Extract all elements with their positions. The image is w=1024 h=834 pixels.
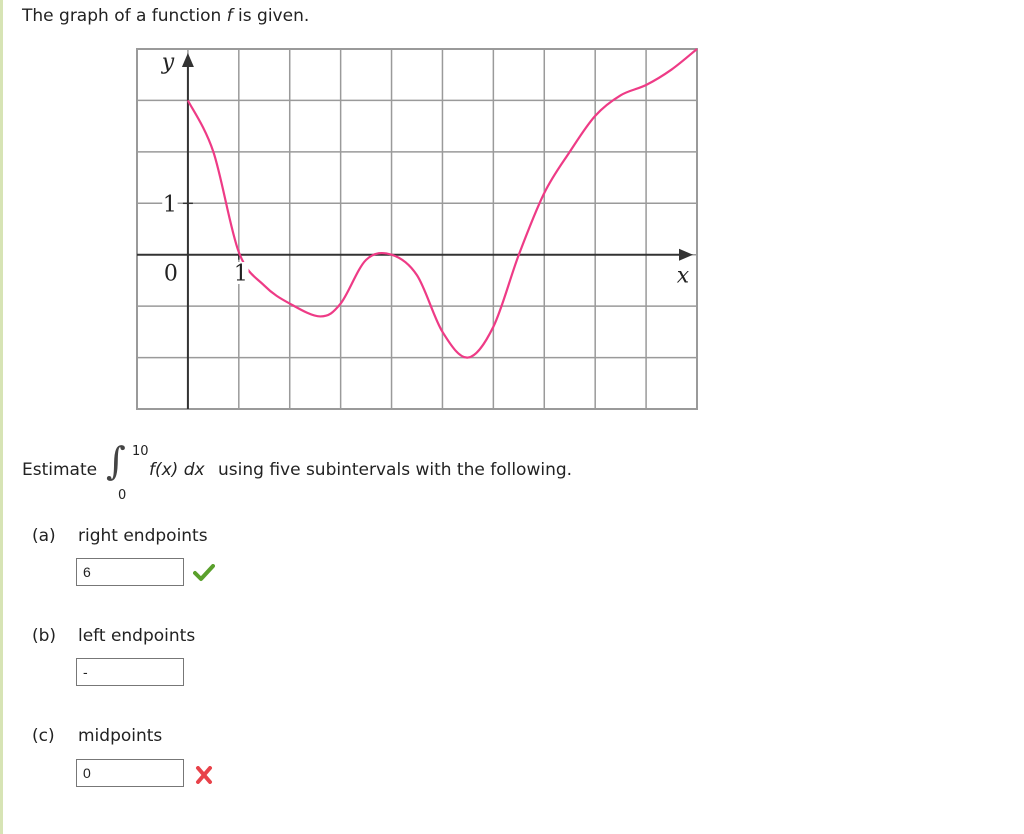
estimate-instruction: using five subintervals with the following. [218,460,573,480]
cross-icon [193,766,215,784]
graph-frame [137,49,697,409]
integral-sign: ∫ [106,439,126,483]
part-c-prompt [32,726,162,746]
part-b-text: left endpoints [78,626,196,646]
estimate-word: Estimate [22,460,98,480]
integral-upper-limit: 10 [132,444,149,459]
x-tick-label: 1 [233,261,248,287]
part-c-label: (c) [32,726,55,746]
intro-text-after: is given. [232,6,310,26]
part-b-answer-input[interactable] [76,658,184,686]
estimate-prompt [22,440,722,504]
x-axis-label: x [676,263,690,289]
left-accent-rule [0,0,3,834]
part-c-text: midpoints [78,726,163,746]
check-icon [193,564,215,582]
intro-text-before: The graph of a function [22,6,227,26]
function-graph [136,48,698,410]
part-b-label: (b) [32,626,57,646]
integral-lower-limit: 0 [118,488,127,503]
y-tick-label: 1 [162,192,177,218]
part-a-prompt [32,526,208,546]
part-a-label: (a) [32,526,56,546]
question-intro [22,6,309,26]
part-a-answer-input[interactable] [76,558,184,586]
integrand: f(x) dx [149,460,205,480]
part-a-text: right endpoints [78,526,208,546]
origin-tick-label: 0 [163,261,178,287]
part-c-answer-input[interactable] [76,759,184,787]
y-axis-label: y [161,50,175,75]
intro-function-name: f [226,6,233,26]
part-b-prompt [32,626,195,646]
